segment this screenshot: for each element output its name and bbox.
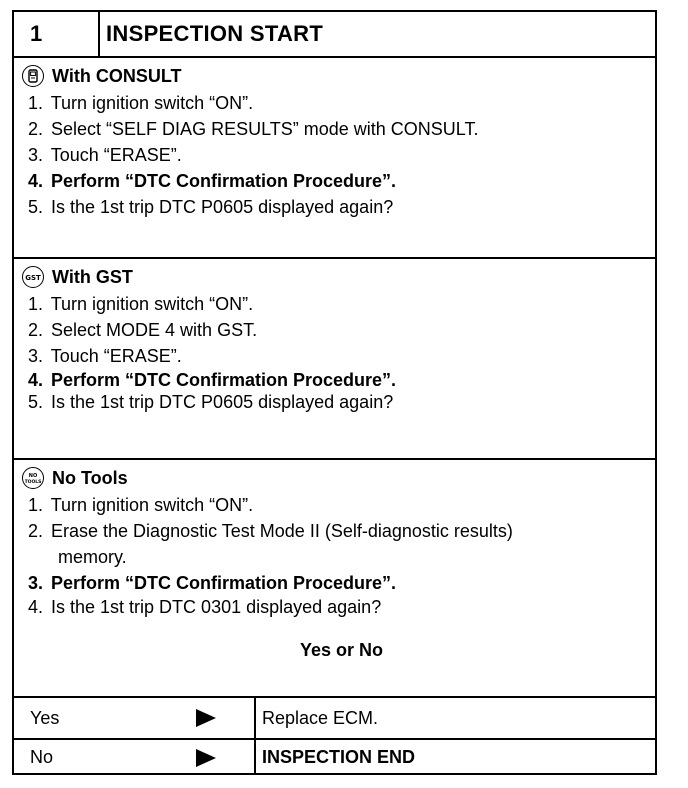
- step-title: INSPECTION START: [106, 21, 324, 46]
- no-tools-icon: [22, 467, 44, 489]
- gst-tool-icon: [22, 266, 44, 288]
- step-number: 1: [14, 12, 100, 56]
- section-label: With CONSULT: [52, 65, 182, 86]
- list-item: 3. Touch “ERASE”.: [28, 145, 182, 165]
- action-text: Replace ECM.: [262, 708, 379, 728]
- list-item: 1. Turn ignition switch “ON”.: [28, 294, 254, 314]
- step-list: [28, 291, 396, 413]
- list-item: 2. Erase the Diagnostic Test Mode II (Self-diagnostic results) memory.: [28, 521, 513, 567]
- svg-text:TOOLS: TOOLS: [25, 480, 41, 485]
- list-item: 5. Is the 1st trip DTC P0605 displayed again?: [28, 197, 394, 217]
- action-text: INSPECTION END: [262, 747, 416, 767]
- svg-text:NO: NO: [28, 473, 38, 479]
- section-with-gst: [14, 259, 655, 460]
- list-item: 5. Is the 1st trip DTC P0605 displayed again?: [28, 392, 394, 412]
- answer-label: Yes: [30, 708, 60, 728]
- list-item: 4. Is the 1st trip DTC 0301 displayed again?: [28, 597, 382, 617]
- answer-label: No: [30, 747, 54, 767]
- list-item: 3. Perform “DTC Confirmation Procedure”.: [28, 573, 397, 593]
- step-list: [28, 90, 478, 220]
- section-heading: [22, 466, 128, 490]
- divider: [254, 740, 256, 775]
- section-no-tools: [14, 460, 655, 698]
- right-arrow-icon: [196, 709, 216, 727]
- list-item: 1. Turn ignition switch “ON”.: [28, 495, 254, 515]
- list-item: 2. Select MODE 4 with GST.: [28, 320, 258, 340]
- list-item: 1. Turn ignition switch “ON”.: [28, 93, 254, 113]
- result-row-yes: [14, 698, 655, 740]
- divider: [254, 698, 256, 738]
- section-heading: [22, 64, 181, 88]
- list-item: 2. Select “SELF DIAG RESULTS” mode with CONSULT.: [28, 119, 479, 139]
- table-header: [14, 12, 655, 58]
- section-with-consult: [14, 58, 655, 259]
- list-item: 4. Perform “DTC Confirmation Procedure”.: [28, 171, 397, 191]
- consult-tool-icon: [22, 65, 44, 87]
- section-label: No Tools: [52, 467, 128, 488]
- svg-text:GST: GST: [25, 274, 41, 282]
- inspection-table: [12, 10, 657, 775]
- section-label: With GST: [52, 266, 133, 287]
- section-heading: [22, 265, 133, 289]
- list-item: 3. Touch “ERASE”.: [28, 346, 182, 366]
- yes-no-question: Yes or No: [299, 640, 384, 660]
- right-arrow-icon: [196, 749, 216, 767]
- list-item: 4. Perform “DTC Confirmation Procedure”.: [28, 370, 397, 390]
- step-list: [28, 492, 513, 618]
- result-row-no: [14, 740, 655, 775]
